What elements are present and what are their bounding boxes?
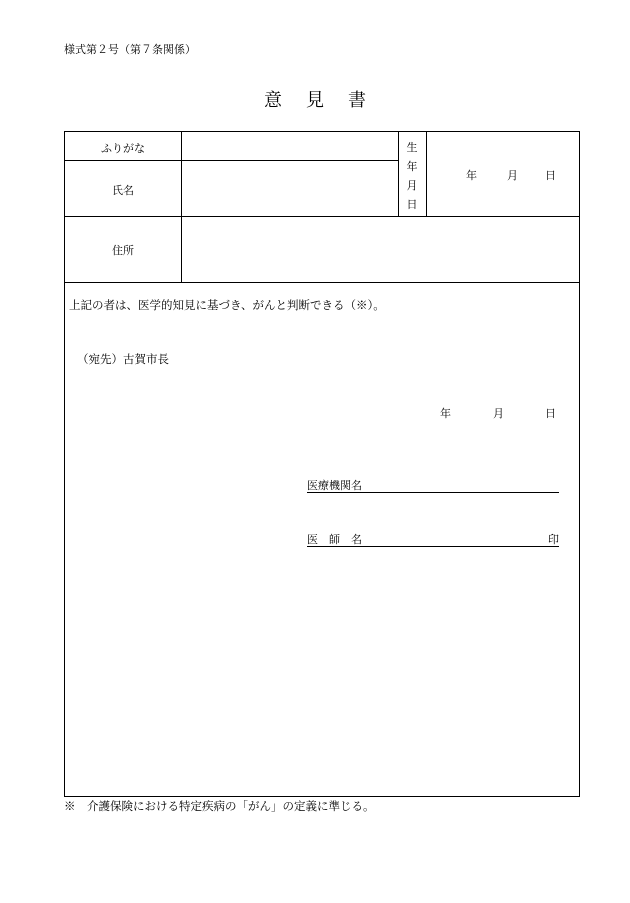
institution-name-field[interactable]	[307, 477, 559, 493]
issue-day-unit: 日	[545, 407, 556, 420]
address-field[interactable]	[182, 217, 580, 282]
birth-month-unit: 月	[507, 169, 518, 182]
doctor-label: 医 師 名	[307, 533, 362, 546]
birth-date-field[interactable]	[427, 132, 580, 216]
statement-text: 上記の者は、医学的知見に基づき、がんと判断できる（※）。	[69, 298, 385, 312]
issue-month-unit: 月	[493, 407, 504, 420]
birth-label-char-3: 月	[406, 179, 418, 192]
form-sheet	[64, 131, 580, 797]
furigana-label: ふりがな	[101, 142, 145, 155]
addressee-text: （宛先）古賀市長	[77, 352, 169, 366]
birth-label-char-4: 日	[406, 198, 418, 211]
birth-day-unit: 日	[545, 169, 556, 182]
seal-mark: 印	[548, 533, 559, 546]
form-number: 様式第２号（第７条関係）	[64, 43, 196, 56]
furigana-field[interactable]	[182, 132, 398, 160]
issue-year-unit: 年	[440, 407, 451, 420]
address-row-divider	[65, 282, 580, 283]
doctor-name-field[interactable]	[307, 531, 559, 547]
name-field[interactable]	[182, 161, 398, 216]
birth-label-char-1: 生	[406, 141, 418, 154]
birth-label-char-2: 年	[406, 160, 418, 173]
birth-year-unit: 年	[466, 169, 477, 182]
footnote: ※ 介護保険における特定疾病の「がん」の定義に準じる。	[64, 799, 375, 813]
document-title: 意見書	[264, 90, 390, 111]
address-label: 住所	[112, 244, 134, 257]
name-label: 氏名	[112, 184, 134, 197]
issue-date-field[interactable]	[425, 400, 577, 420]
institution-label: 医療機関名	[307, 479, 362, 492]
